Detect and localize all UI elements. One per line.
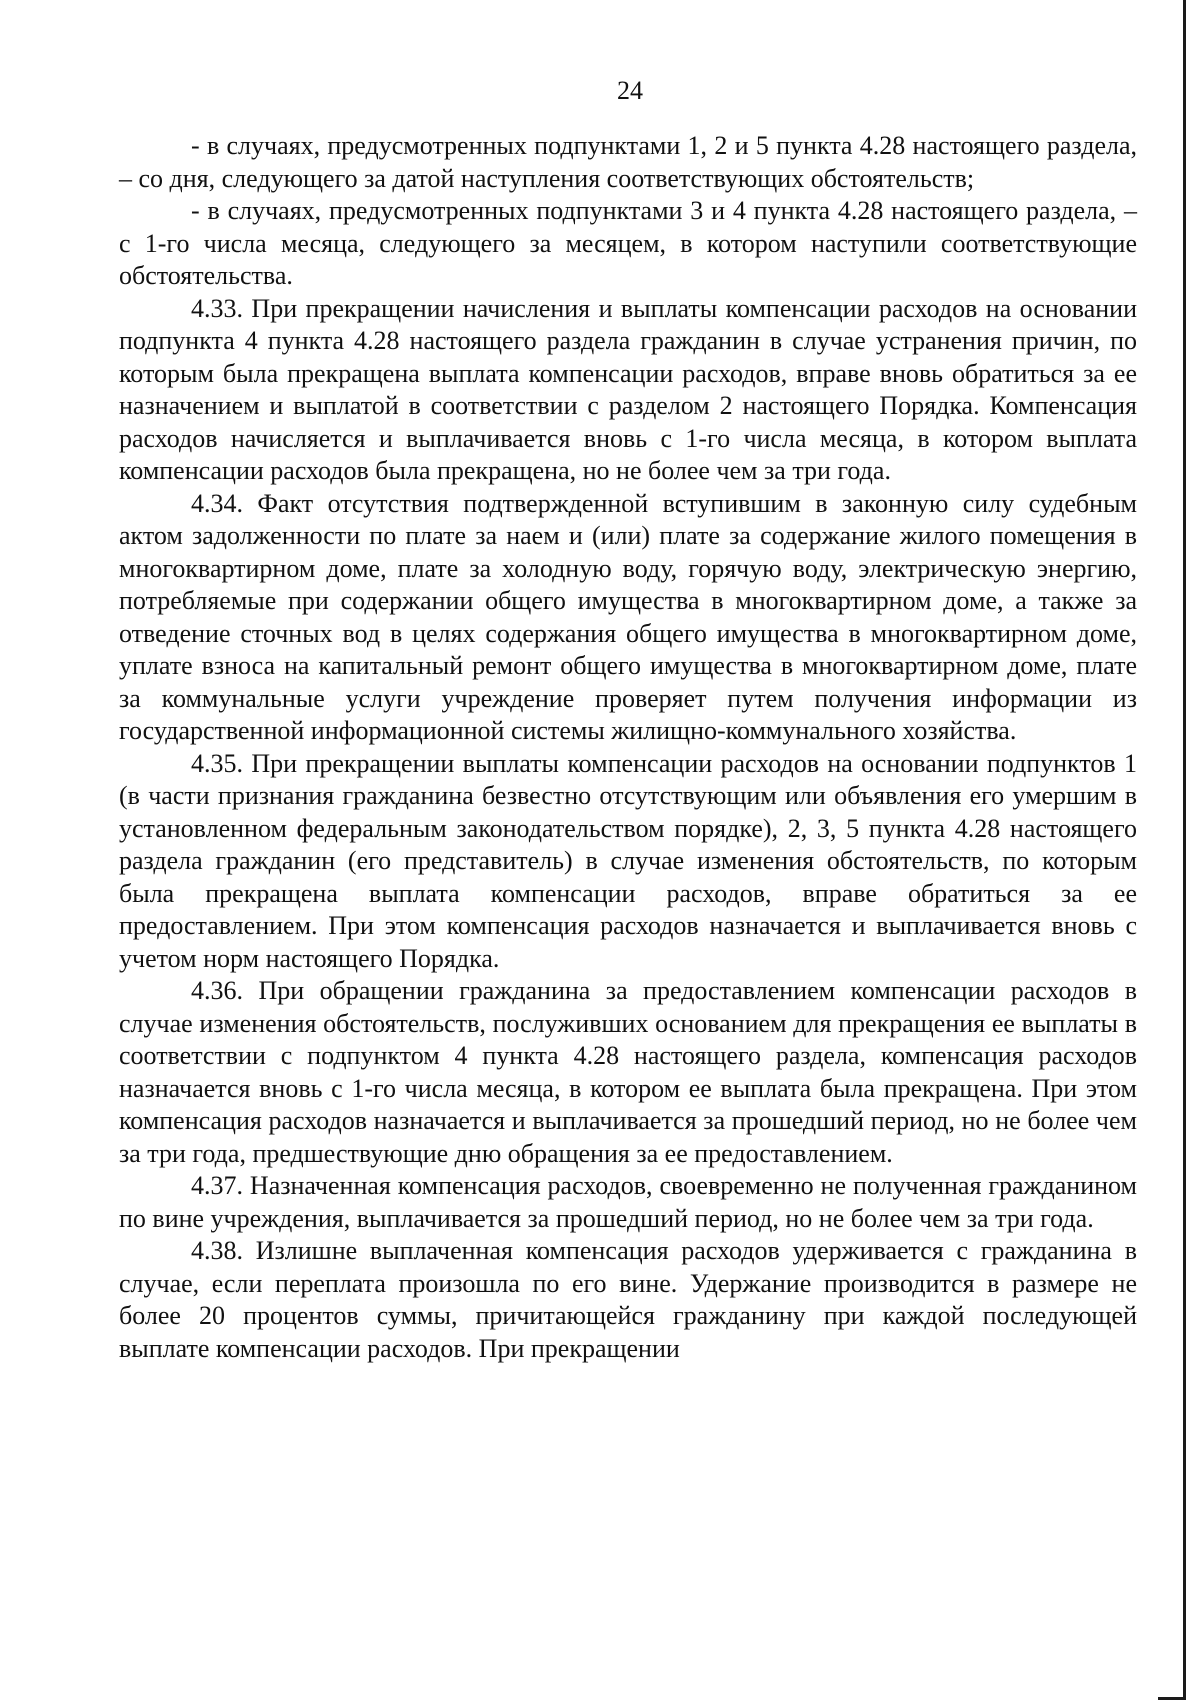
- list-item-subpoints-3-4: - в случаях, предусмотренных подпунктами 3 и 4 пункта 4.28 настоящего раздела, – с 1-го числа месяца, следующего за месяцем, в котором наступили соответствующие обстоятельства.: [119, 196, 1137, 290]
- paragraph-4-38: 4.38. Излишне выплаченная компенсация расходов удерживается с гражданина в случае, если переплата произошла по его вине. Удержание производится в размере не более 20 процентов суммы, причитающейся гражданину при каждой последующей выплате компенсации расходов. При прекращении: [119, 1236, 1137, 1363]
- scan-edge-line: [1183, 0, 1186, 1700]
- paragraph-4-35: 4.35. При прекращении выплаты компенсации расходов на основании подпунктов 1 (в части признания гражданина безвестно отсутствующим или объявления его умершим в установленном федеральным законодательством порядке), 2, 3, 5 пункта 4.28 настоящего раздела гражданин (его представитель) в случае изменения обстоятельств, по которым была прекращена выплата компенсации расходов, вправе обратиться за ее предоставлением. При этом компенсация расходов назначается и выплачивается вновь с учетом норм настоящего Порядка.: [119, 748, 1137, 973]
- list-item-subpoints-1-2-5: - в случаях, предусмотренных подпунктами 1, 2 и 5 пункта 4.28 настоящего раздела, – со дня, следующего за датой наступления соответствующих обстоятельств;: [119, 131, 1137, 193]
- page-number: 24: [617, 76, 643, 105]
- paragraph-4-37: 4.37. Назначенная компенсация расходов, своевременно не полученная гражданином по вине учреждения, выплачивается за прошедший период, но не более чем за три года.: [119, 1171, 1137, 1233]
- document-body: [119, 130, 1137, 1365]
- paragraph-4-36: 4.36. При обращении гражданина за предоставлением компенсации расходов в случае изменения обстоятельств, послуживших основанием для прекращения ее выплаты в соответствии с подпунктом 4 пункта 4.28 настоящего раздела, компенсация расходов назначается вновь с 1-го числа месяца, в котором ее выплата была прекращена. При этом компенсация расходов назначается и выплачивается за прошедший период, но не более чем за три года, предшествующие дню обращения за ее предоставлением.: [119, 976, 1137, 1168]
- paragraph-4-33: 4.33. При прекращении начисления и выплаты компенсации расходов на основании подпункта 4 пункта 4.28 настоящего раздела гражданин в случае устранения причин, по которым была прекращена выплата компенсации расходов, вправе вновь обратиться за ее назначением и выплатой в соответствии с разделом 2 настоящего Порядка. Компенсация расходов начисляется и выплачивается вновь с 1-го числа месяца, в котором выплата компенсации расходов была прекращена, но не более чем за три года.: [119, 293, 1137, 485]
- paragraph-4-34: 4.34. Факт отсутствия подтвержденной вступившим в законную силу судебным актом задолженности по плате за наем и (или) плате за содержание жилого помещения в многоквартирном доме, плате за холодную воду, горячую воду, электрическую энергию, потребляемые при содержании общего имущества в многоквартирном доме, а также за отведение сточных вод в целях содержания общего имущества в многоквартирном доме, уплате взноса на капитальный ремонт общего имущества в многоквартирном доме, плате за коммунальные услуги учреждение проверяет путем получения информации из государственной информационной системы жилищно-коммунального хозяйства.: [119, 488, 1137, 745]
